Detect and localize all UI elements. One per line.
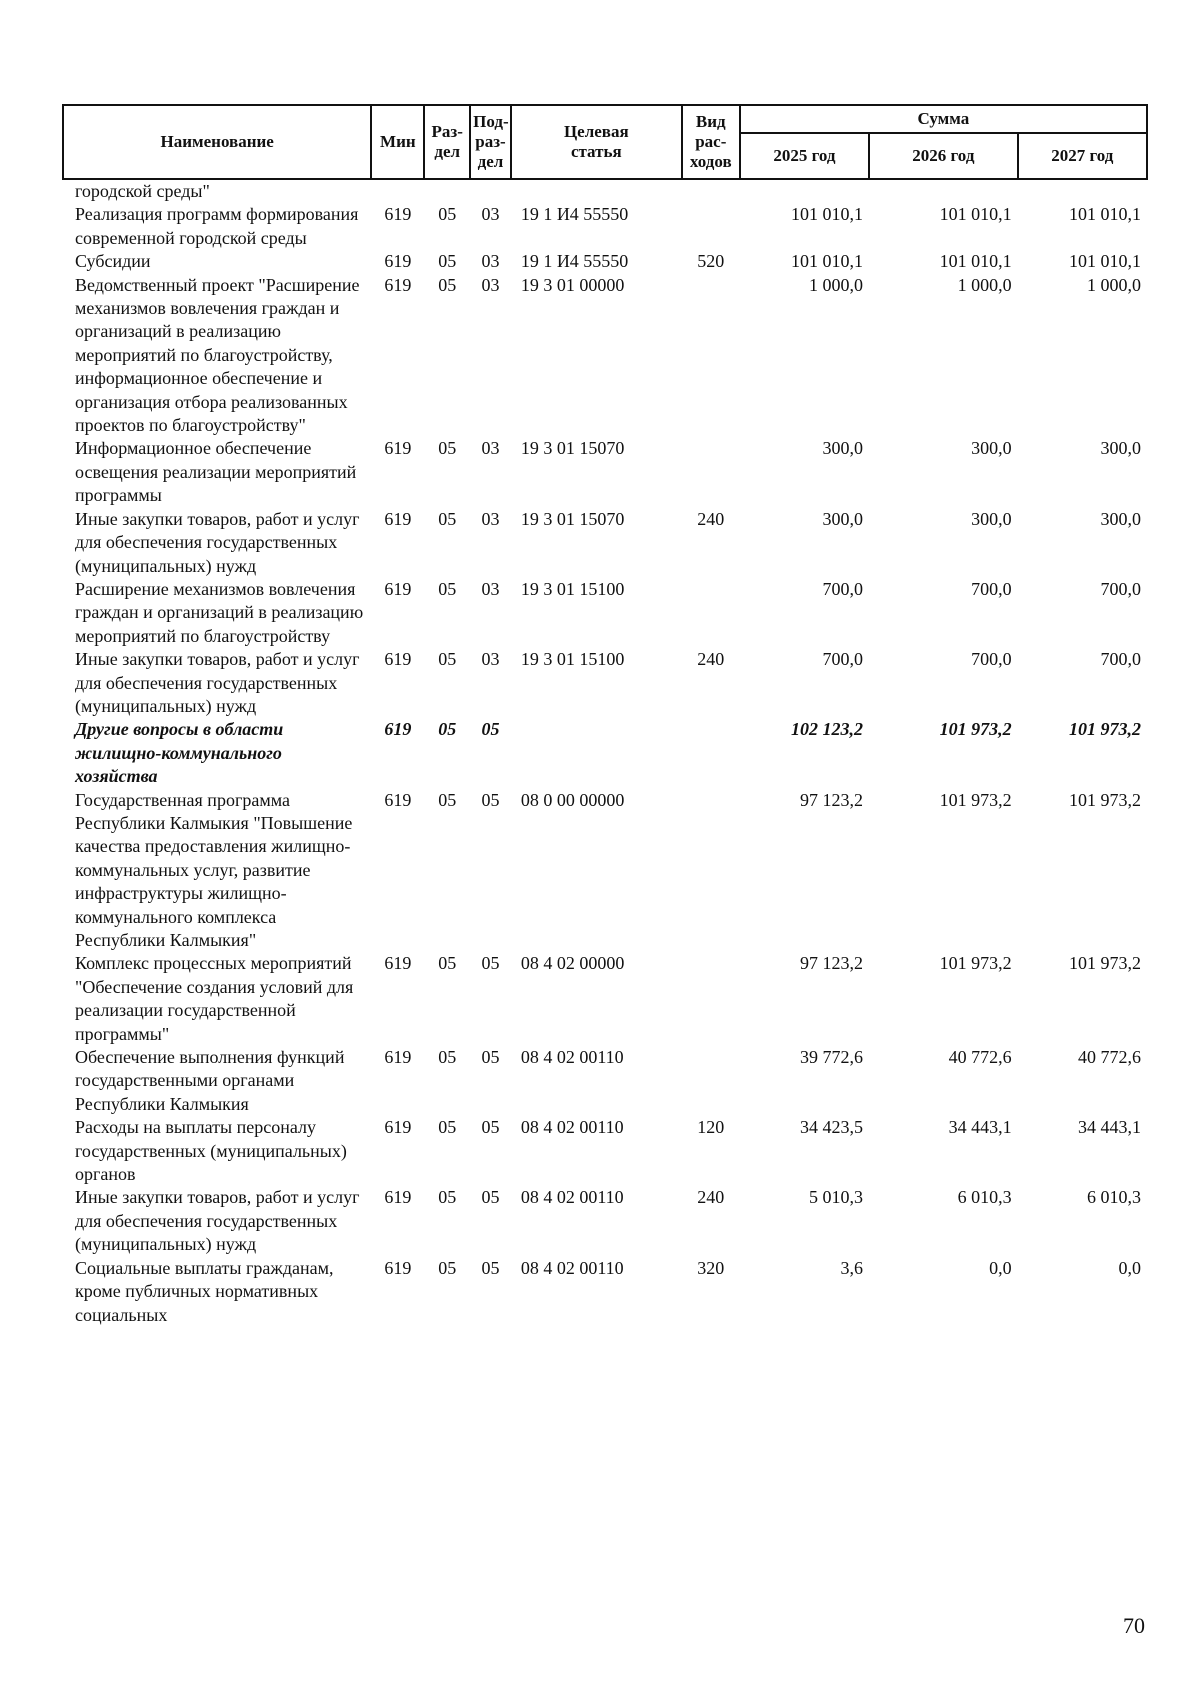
cell-sum-2026: 40 772,6 (948, 1047, 1012, 1068)
cell-razdel: 05 (438, 1117, 457, 1138)
cell-vid: 120 (697, 1117, 725, 1138)
cell-target: 19 3 01 00000 (520, 274, 625, 295)
cell-podrazdel: 03 (481, 274, 500, 295)
cell-vid (682, 437, 740, 507)
cell-razdel: 05 (438, 508, 457, 529)
cell-sum-2025: 101 010,1 (791, 251, 864, 272)
cell-podrazdel: 03 (481, 578, 500, 599)
cell-target (511, 718, 682, 788)
table-row (63, 789, 1147, 953)
cell-vid (682, 952, 740, 1046)
cell-vid (682, 718, 740, 788)
cell-min: 619 (384, 204, 412, 225)
cell-target: 08 0 00 00000 (520, 789, 625, 810)
cell-sum-2027: 700,0 (1100, 649, 1141, 670)
cell-sum-2025: 700,0 (822, 578, 864, 599)
cell-sum-2025: 39 772,6 (800, 1047, 864, 1068)
table-row (63, 718, 1147, 788)
cell-name: Иные закупки товаров, работ и услуг для обеспечения государственных (муниципальных) нужд (75, 508, 360, 576)
cell-target: 08 4 02 00110 (520, 1257, 624, 1278)
cell-sum-2027: 700,0 (1100, 578, 1141, 599)
cell-podrazdel: 05 (481, 1117, 500, 1138)
cell-name: Ведомственный проект "Расширение механизмов вовлечения граждан и организаций в реализацию мероприятий по благоустройству, информационное обеспечение и организация отбора реализованных проектов по благоустройству" (75, 274, 360, 436)
cell-podrazdel (470, 179, 511, 203)
cell-razdel: 05 (438, 204, 457, 225)
cell-name: Иные закупки товаров, работ и услуг для обеспечения государственных (муниципальных) нужд (75, 649, 360, 716)
cell-target: 19 3 01 15100 (520, 649, 625, 670)
cell-name: Другие вопросы в области жилищно-коммунального хозяйства (75, 719, 284, 787)
cell-podrazdel: 05 (481, 719, 500, 740)
header-target: Целевая статья (511, 105, 682, 179)
header-year-2025: 2025 год (740, 133, 869, 179)
cell-min: 619 (384, 251, 412, 272)
cell-target: 08 4 02 00110 (520, 1047, 624, 1068)
cell-vid: 240 (697, 1187, 725, 1208)
cell-vid (682, 789, 740, 953)
cell-sum-2027: 300,0 (1100, 438, 1141, 459)
cell-min: 619 (384, 578, 412, 599)
header-podrazdel: Под- раз- дел (470, 105, 511, 179)
cell-podrazdel: 03 (481, 438, 500, 459)
cell-sum-2027: 34 443,1 (1078, 1117, 1141, 1138)
cell-sum-2026: 34 443,1 (948, 1117, 1012, 1138)
cell-razdel: 05 (438, 1187, 457, 1208)
table-row (63, 1257, 1147, 1327)
header-name: Наименование (63, 105, 371, 179)
cell-sum-2025: 102 123,2 (791, 719, 864, 740)
cell-min: 619 (384, 508, 412, 529)
table-row (63, 508, 1147, 578)
cell-vid (682, 179, 740, 203)
header-min: Мин (371, 105, 424, 179)
cell-min: 619 (384, 274, 412, 295)
table-row (63, 203, 1147, 250)
cell-sum-2027 (1018, 179, 1147, 203)
table-row (63, 1116, 1147, 1186)
header-razdel: Раз- дел (424, 105, 470, 179)
table-row (63, 1186, 1147, 1256)
cell-razdel: 05 (438, 251, 457, 272)
cell-sum-2026: 101 010,1 (939, 251, 1012, 272)
cell-podrazdel: 05 (481, 789, 500, 810)
cell-min: 619 (384, 649, 412, 670)
header-vid: Вид рас- ходов (682, 105, 740, 179)
cell-name: Расширение механизмов вовлечения граждан и организаций в реализацию мероприятий по благоустройству (75, 578, 364, 646)
cell-podrazdel: 05 (481, 953, 500, 974)
cell-min: 619 (384, 953, 412, 974)
cell-name: городской среды" (75, 181, 210, 201)
cell-sum-2027: 40 772,6 (1078, 1047, 1141, 1068)
cell-sum-2025: 97 123,2 (800, 789, 864, 810)
cell-sum-2026: 300,0 (971, 438, 1012, 459)
cell-podrazdel: 03 (481, 508, 500, 529)
cell-razdel: 05 (438, 1257, 457, 1278)
cell-sum-2027: 101 010,1 (1069, 251, 1141, 272)
cell-razdel: 05 (438, 719, 457, 740)
cell-sum-2026: 101 010,1 (939, 204, 1012, 225)
table-row (63, 1046, 1147, 1116)
cell-sum-2026 (869, 179, 1018, 203)
table-row (63, 274, 1147, 438)
cell-target: 19 3 01 15100 (520, 578, 625, 599)
table-body (63, 179, 1147, 1327)
cell-min: 619 (384, 1257, 412, 1278)
cell-sum-2026: 700,0 (971, 578, 1012, 599)
cell-min: 619 (384, 1047, 412, 1068)
cell-sum-2025: 300,0 (822, 438, 864, 459)
cell-podrazdel: 03 (481, 649, 500, 670)
cell-razdel (424, 179, 470, 203)
cell-sum-2027: 101 010,1 (1069, 204, 1141, 225)
cell-razdel: 05 (438, 438, 457, 459)
cell-sum-2027: 0,0 (1118, 1257, 1141, 1278)
cell-razdel: 05 (438, 789, 457, 810)
cell-target: 19 1 И4 55550 (520, 204, 629, 225)
cell-razdel: 05 (438, 1047, 457, 1068)
cell-target: 08 4 02 00110 (520, 1117, 624, 1138)
cell-vid (682, 1046, 740, 1116)
header-sum: Сумма (740, 105, 1147, 133)
cell-name: Обеспечение выполнения функций государственными органами Республики Калмыкия (75, 1047, 345, 1114)
cell-sum-2025: 5 010,3 (809, 1187, 864, 1208)
cell-sum-2026: 101 973,2 (939, 953, 1012, 974)
table-row (63, 648, 1147, 718)
cell-sum-2025: 300,0 (822, 508, 864, 529)
cell-target: 19 3 01 15070 (520, 508, 625, 529)
cell-name: Иные закупки товаров, работ и услуг для обеспечения государственных (муниципальных) нужд (75, 1187, 360, 1255)
cell-sum-2027: 300,0 (1100, 508, 1141, 529)
header-year-2027: 2027 год (1018, 133, 1147, 179)
cell-target: 19 3 01 15070 (520, 438, 625, 459)
table-header (63, 105, 1147, 179)
cell-sum-2026: 700,0 (971, 649, 1012, 670)
cell-min: 619 (384, 1187, 412, 1208)
header-year-2026: 2026 год (869, 133, 1018, 179)
table-row (63, 437, 1147, 507)
cell-sum-2026: 1 000,0 (957, 274, 1012, 295)
cell-sum-2025 (740, 179, 869, 203)
table-row (63, 179, 1147, 203)
cell-vid: 240 (697, 649, 725, 670)
cell-vid: 520 (697, 251, 725, 272)
cell-razdel: 05 (438, 649, 457, 670)
cell-podrazdel: 03 (481, 251, 500, 272)
cell-sum-2026: 101 973,2 (939, 789, 1012, 810)
cell-razdel: 05 (438, 953, 457, 974)
cell-sum-2025: 101 010,1 (791, 204, 864, 225)
table-row (63, 952, 1147, 1046)
cell-sum-2026: 0,0 (989, 1257, 1012, 1278)
cell-sum-2025: 34 423,5 (800, 1117, 864, 1138)
cell-sum-2026: 6 010,3 (957, 1187, 1012, 1208)
cell-sum-2025: 1 000,0 (809, 274, 864, 295)
cell-vid: 320 (697, 1257, 725, 1278)
cell-name: Субсидии (75, 251, 151, 272)
cell-sum-2026: 101 973,2 (939, 719, 1012, 740)
cell-sum-2027: 101 973,2 (1069, 789, 1141, 810)
cell-razdel: 05 (438, 274, 457, 295)
cell-name: Реализация программ формирования современной городской среды (75, 204, 359, 248)
cell-name: Комплекс процессных мероприятий "Обеспечение создания условий для реализации государственной программы" (75, 953, 354, 1044)
cell-sum-2025: 700,0 (822, 649, 864, 670)
cell-sum-2027: 1 000,0 (1087, 274, 1141, 295)
cell-podrazdel: 05 (481, 1257, 500, 1278)
cell-razdel: 05 (438, 578, 457, 599)
cell-sum-2025: 3,6 (840, 1257, 864, 1278)
cell-name: Государственная программа Республики Калмыкия "Повышение качества предоставления жилищно-коммунальных услуг, развитие инфраструктуры жилищно-коммунального комплекса Республики Калмыкия" (75, 789, 353, 950)
cell-sum-2025: 97 123,2 (800, 953, 864, 974)
cell-target (511, 179, 682, 203)
cell-sum-2027: 6 010,3 (1087, 1187, 1141, 1208)
cell-sum-2026: 300,0 (971, 508, 1012, 529)
budget-table (62, 104, 1148, 1327)
cell-vid (682, 274, 740, 438)
cell-sum-2027: 101 973,2 (1069, 953, 1141, 974)
cell-sum-2027: 101 973,2 (1069, 719, 1141, 740)
cell-vid (682, 578, 740, 648)
page-number: 70 (1123, 1613, 1145, 1638)
cell-min: 619 (384, 789, 412, 810)
cell-podrazdel: 05 (481, 1187, 500, 1208)
cell-target: 19 1 И4 55550 (520, 251, 629, 272)
cell-name: Социальные выплаты гражданам, кроме публичных нормативных социальных (75, 1257, 334, 1325)
cell-target: 08 4 02 00110 (520, 1187, 624, 1208)
cell-vid: 240 (697, 508, 725, 529)
cell-min: 619 (384, 438, 412, 459)
cell-min: 619 (384, 719, 412, 740)
cell-name: Расходы на выплаты персоналу государственных (муниципальных) органов (75, 1117, 347, 1185)
cell-podrazdel: 05 (481, 1047, 500, 1068)
table-row (63, 578, 1147, 648)
cell-vid (682, 203, 740, 250)
table-row (63, 250, 1147, 273)
cell-name: Информационное обеспечение освещения реализации мероприятий программы (75, 438, 357, 506)
cell-min: 619 (384, 1117, 412, 1138)
cell-min (371, 179, 424, 203)
cell-podrazdel: 03 (481, 204, 500, 225)
cell-target: 08 4 02 00000 (520, 953, 625, 974)
